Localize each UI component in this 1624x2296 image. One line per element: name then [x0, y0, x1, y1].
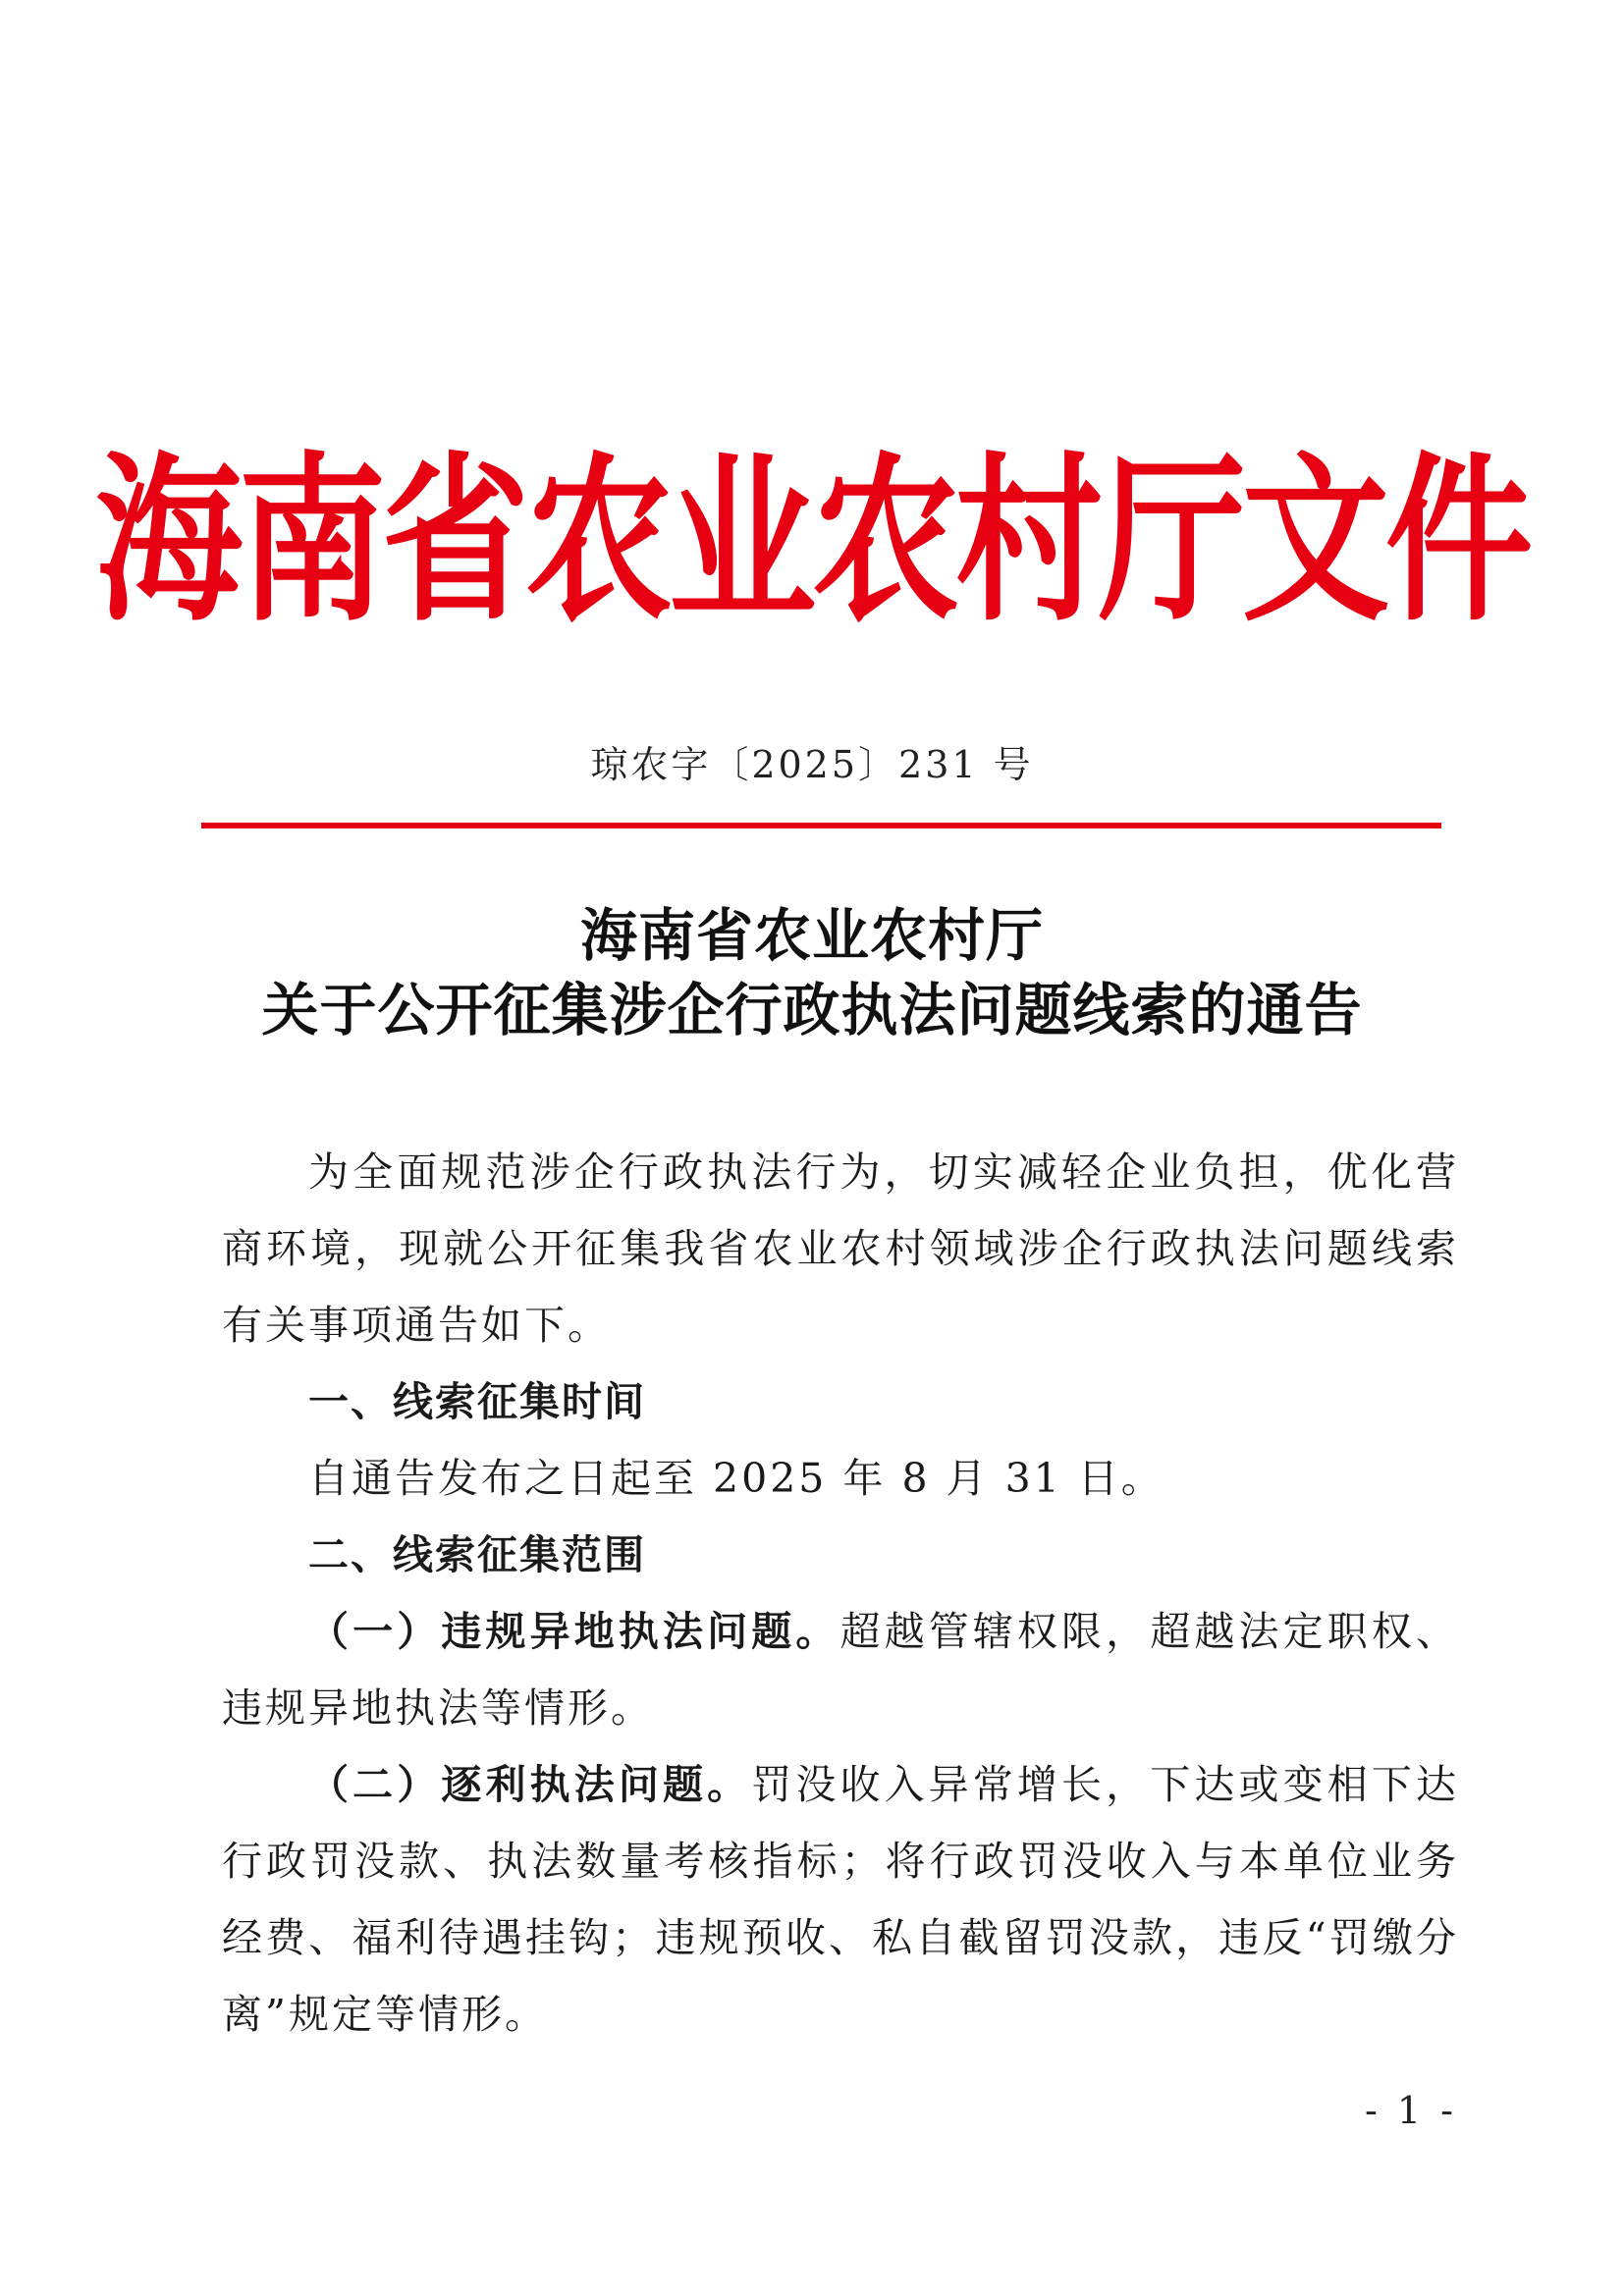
document-number: 琼农字〔2025〕231 号	[590, 743, 1034, 786]
red-divider-line	[201, 823, 1441, 828]
page-number: - 1 -	[1364, 2089, 1457, 2132]
item-1-paragraph	[222, 1593, 1459, 1746]
section-2-heading: 二、线索征集范围	[308, 1531, 646, 1578]
document-body	[222, 1134, 1459, 2053]
intro-paragraph: 为全面规范涉企行政执法行为，切实减轻企业负担，优化营商环境，现就公开征集我省农业农村领域涉企行政执法问题线索有关事项通告如下。	[222, 1148, 1459, 1349]
section-1-heading: 一、线索征集时间	[308, 1378, 646, 1425]
document-masthead: 海南省农业农村厅文件	[94, 437, 1529, 647]
item-1-lead: （一）违规异地执法问题。	[308, 1608, 840, 1655]
item-2-lead: （二）逐利执法问题。	[308, 1761, 752, 1808]
item-1-text: 超越管辖权限，超越法定职权、违规异地执法等情形。	[222, 1608, 1460, 1732]
document-title-line-2: 关于公开征集涉企行政执法问题线索的通告	[261, 977, 1363, 1043]
item-2-paragraph	[222, 1746, 1459, 2053]
document-title-line-1: 海南省农业农村厅	[579, 902, 1044, 969]
section-1-text: 自通告发布之日起至 2025 年 8 月 31 日。	[308, 1455, 1164, 1502]
item-2-text: 罚没收入异常增长，下达或变相下达行政罚没款、执法数量考核指标；将行政罚没收入与本单位业务经费、福利待遇挂钩；违规预收、私自截留罚没款，违反“罚缴分离”规定等情形。	[222, 1761, 1460, 2038]
